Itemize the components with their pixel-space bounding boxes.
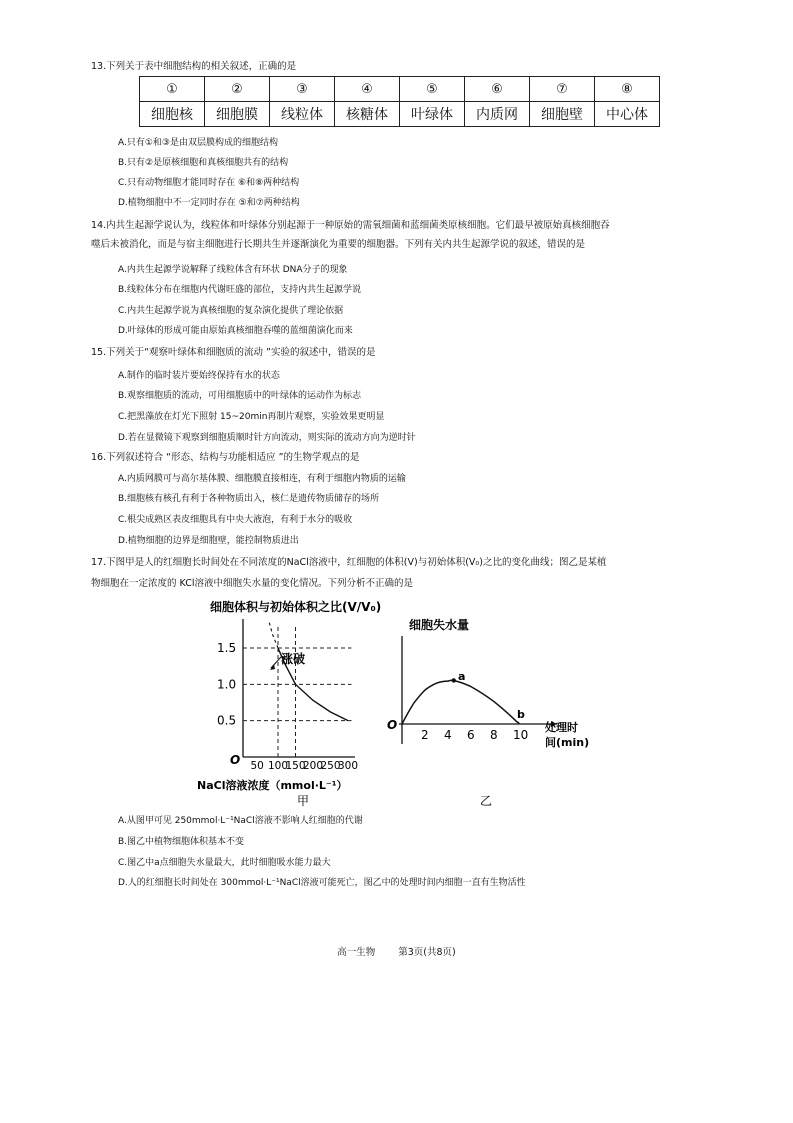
table-cell: 中心体 <box>595 102 660 127</box>
q14-option-a: A.内共生起源学说解释了线粒体含有环状 DNA分子的现象 <box>118 265 348 275</box>
chart-jia-ytick: 1.5 <box>217 641 237 656</box>
table-cell: ① <box>140 77 205 102</box>
q17-stem-line2: 物细胞在一定浓度的 KCl溶液中细胞失水量的变化情况。下列分析不正确的是 <box>91 578 414 589</box>
q16-option-c: C.根尖成熟区表皮细胞具有中央大液泡，有利于水分的吸收 <box>118 515 353 525</box>
chart-yi-ylabel: 细胞失水量 <box>409 618 470 632</box>
chart-yi-point-a: a <box>458 670 466 683</box>
q17-stem-line1: 17.下图甲是人的红细胞长时间处在不同浓度的NaCl溶液中，红细胞的体积(V)与初始体积(V₀)之比的变化曲线；图乙是某植 <box>91 557 607 568</box>
page-footer <box>0 944 793 958</box>
q14-stem-line2: 噬后未被消化，而是与宿主细胞进行长期共生并逐渐演化为重要的细胞器。下列有关内共生起源学说的叙述，错误的是 <box>91 239 586 250</box>
chart-jia-curve <box>269 623 348 721</box>
chart-jia-xtick: 200 <box>303 760 324 772</box>
table-row-numbers <box>140 77 660 102</box>
chart-yi-origin: O <box>387 718 398 732</box>
footer-subject: 高一生物 <box>337 947 376 958</box>
table-cell: ⑧ <box>595 77 660 102</box>
q13-stem: 13.下列关于表中细胞结构的相关叙述，正确的是 <box>91 61 297 72</box>
q13-option-b: B.只有②是原核细胞和真核细胞共有的结构 <box>118 158 289 168</box>
table-cell: ③ <box>270 77 335 102</box>
table-cell: ④ <box>335 77 400 102</box>
q14-option-b: B.线粒体分布在细胞内代谢旺盛的部位，支持内共生起源学说 <box>118 285 362 295</box>
footer-page-number: 第3页(共8页) <box>398 947 456 958</box>
table-cell: 内质网 <box>465 102 530 127</box>
cell-structure-table <box>139 76 660 127</box>
chart-yi-curve <box>402 678 519 724</box>
q16-stem: 16.下列叙述符合 “形态、结构与功能相适应 ”的生物学观点的是 <box>91 452 360 463</box>
q13-option-c: C.只有动物细胞才能同时存在 ⑥和⑧两种结构 <box>118 178 300 188</box>
q15-stem: 15.下列关于“观察叶绿体和细胞质的流动 ”实验的叙述中，错误的是 <box>91 347 376 358</box>
table-cell: 核糖体 <box>335 102 400 127</box>
q14-option-d: D.叶绿体的形成可能由原始真核细胞吞噬的蓝细菌演化而来 <box>118 326 353 336</box>
chart-yi-xtick: 4 <box>444 728 452 742</box>
table-cell: ⑦ <box>530 77 595 102</box>
chart-jia-annotation: 涨破 <box>281 652 306 666</box>
table-cell: 细胞核 <box>140 102 205 127</box>
q17-option-b: B.图乙中植物细胞体积基本不变 <box>118 837 245 847</box>
chart-yi-series-line <box>402 680 519 724</box>
chart-yi-caption: 乙 <box>480 794 493 808</box>
q15-option-c: C.把黑藻放在灯光下照射 15~20min再制片观察，实验效果更明显 <box>118 412 385 422</box>
table-cell: 叶绿体 <box>400 102 465 127</box>
chart-jia <box>195 597 398 807</box>
chart-jia-xtick: 150 <box>285 760 306 772</box>
q15-option-b: B.观察细胞质的流动，可用细胞质中的叶绿体的运动作为标志 <box>118 391 362 401</box>
table-cell: ⑤ <box>400 77 465 102</box>
q13-option-a: A.只有①和③是由双层膜构成的细胞结构 <box>118 138 278 148</box>
table-cell: 细胞壁 <box>530 102 595 127</box>
chart-jia-ytick: 0.5 <box>217 713 237 728</box>
q17-option-c: C.图乙中a点细胞失水量最大，此时细胞吸水能力最大 <box>118 858 331 868</box>
chart-jia-xtick: 250 <box>320 760 341 772</box>
q14-stem-line1: 14.内共生起源学说认为，线粒体和叶绿体分别起源于一种原始的需氧细菌和蓝细菌类原核细胞。它们最早被原始真核细胞吞 <box>91 220 610 231</box>
chart-jia-xlabel: NaCl溶液浓度（mmol·L⁻¹） <box>197 779 348 792</box>
q17-option-a: A.从图甲可见 250mmol·L⁻¹NaCl溶液不影响人红细胞的代谢 <box>118 816 363 826</box>
chart-jia-xtick: 300 <box>338 760 359 772</box>
chart-yi <box>385 612 595 810</box>
q15-option-d: D.若在显微镜下观察到细胞质顺时针方向流动，则实际的流动方向为逆时针 <box>118 433 416 443</box>
q14-option-c: C.内共生起源学说为真核细胞的复杂演化提供了理论依据 <box>118 306 344 316</box>
chart-jia-caption: 甲 <box>297 794 310 807</box>
chart-jia-ytick: 1.0 <box>217 677 237 692</box>
chart-jia-xtick: 100 <box>268 760 289 772</box>
table-cell: ② <box>205 77 270 102</box>
chart-jia-origin: O <box>230 753 241 767</box>
chart-jia-dashed-curve <box>269 623 278 648</box>
chart-yi-point-a-marker <box>452 678 456 682</box>
table-row-names <box>140 102 660 127</box>
table-cell: 细胞膜 <box>205 102 270 127</box>
q15-option-a: A.制作的临时装片要始终保持有水的状态 <box>118 371 280 381</box>
table-cell: 线粒体 <box>270 102 335 127</box>
q17-option-d: D.人的红细胞长时间处在 300mmol·L⁻¹NaCl溶液可能死亡，图乙中的处理时间内细胞一直有生物活性 <box>118 878 526 888</box>
chart-yi-xtick: 6 <box>467 728 475 742</box>
chart-yi-xtick: 10 <box>513 728 529 742</box>
chart-yi-xtick: 2 <box>421 728 429 742</box>
q16-option-d: D.植物细胞的边界是细胞壁，能控制物质进出 <box>118 536 299 546</box>
q16-option-a: A.内质网膜可与高尔基体膜、细胞膜直接相连，有利于细胞内物质的运输 <box>118 474 406 484</box>
chart-yi-xlabel-line1: 处理时 <box>545 721 578 734</box>
q13-option-d: D.植物细胞中不一定同时存在 ⑤和⑦两种结构 <box>118 198 300 208</box>
q16-option-b: B.细胞核有核孔有利于各种物质出入，核仁是遗传物质储存的场所 <box>118 494 380 504</box>
chart-jia-reference-lines <box>243 627 352 757</box>
chart-yi-point-b: b <box>517 708 525 721</box>
chart-yi-ticks <box>421 728 528 742</box>
table-cell: ⑥ <box>465 77 530 102</box>
chart-yi-xtick: 8 <box>490 728 498 742</box>
chart-yi-xlabel-line2: 间(min) <box>545 736 590 749</box>
chart-jia-xtick: 50 <box>250 760 264 772</box>
chart-jia-ylabel: 细胞体积与初始体积之比(V/V₀) <box>210 600 382 614</box>
